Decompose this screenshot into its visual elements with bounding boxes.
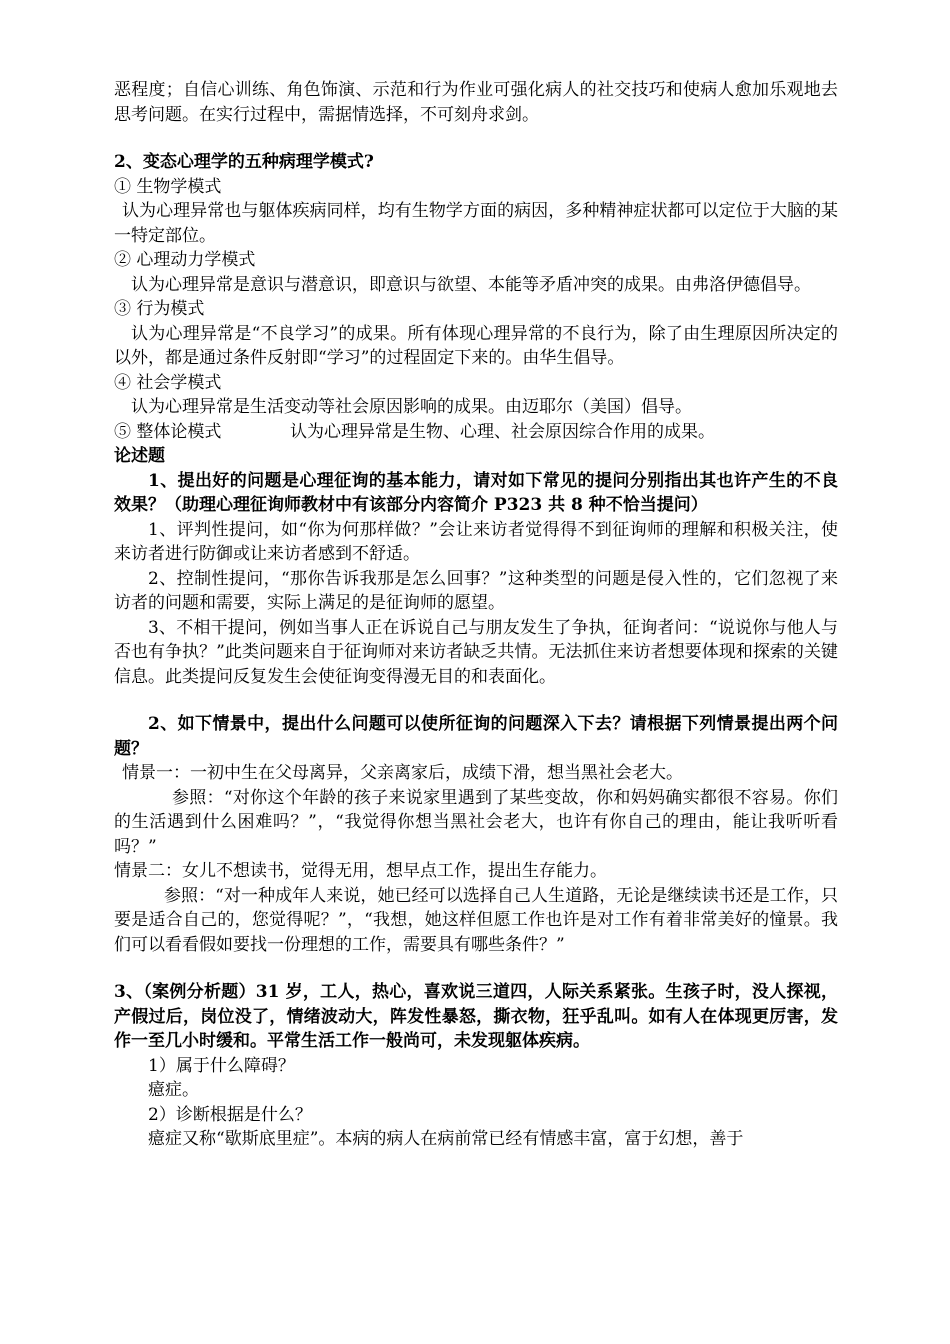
model4-text: 认为心理异常是生活变动等社会原因影响的成果。由迈耶尔（美国）倡导。 bbox=[131, 397, 692, 417]
essay-q3-subquestion-1: 1）属于什么障碍？ bbox=[148, 1055, 295, 1076]
model5-text: 认为心理异常是生物、心理、社会原因综合作用的成果。 bbox=[290, 421, 715, 442]
model3-label: ③ 行为模式 bbox=[114, 299, 205, 319]
essay-q3-subquestion-2: 2）诊断根据是什么？ bbox=[148, 1104, 312, 1125]
essay-q3: 3、（案例分析题）31 岁，工人，热心，喜欢说三道四，人际关系紧张。生孩子时，没人探视，产假过后，岗位没了，情绪波动大，阵发性暴怒，撕衣物，狂乎乱叫。如有人在体现更厉害，发作一至几小时缓和。平常生活工作一般尚可，未发现躯体疾病。 bbox=[114, 982, 838, 1051]
essay-q1-answer-3: 3、不相干提问，例如当事人正在诉说自己与朋友发生了争执，征询者问：“说说你与他人与否也有争执？”此类问题来自于征询师对来访者缺乏共情。无法抓住来访者想要体现和探索的关键信息。此类提问反复发生会使征询变得漫无目的和表面化。 bbox=[114, 617, 838, 687]
model2-text: 认为心理异常是意识与潜意识，即意识与欲望、本能等矛盾冲突的成果。由弗洛伊德倡导。 bbox=[131, 274, 811, 295]
section2-title: 2、变态心理学的五种病理学模式? bbox=[114, 152, 374, 172]
essay-q2-scenario-1-reference: 参照：“对你这个年龄的孩子来说家里遇到了某些变故，你和妈妈确实都很不容易。你们的生活遇到什么困难吗？”，“我觉得你想当黑社会老大，也许有你自己的理由，能让我听听看吗？” bbox=[114, 787, 838, 857]
model5-label: ⑤ 整体论模式 bbox=[114, 421, 222, 442]
model1-label: ① 生物学模式 bbox=[114, 176, 222, 197]
model5-row bbox=[114, 420, 838, 445]
top-paragraph: 恶程度；自信心训练、角色饰演、示范和行为作业可强化病人的社交技巧和使病人愈加乐观地去思考问题。在实行过程中，需据情选择，不可刻舟求剑。 bbox=[114, 80, 838, 125]
essay-q2: 2、如下情景中，提出什么问题可以使所征询的问题深入下去？请根据下列情景提出两个问题？ bbox=[114, 714, 838, 759]
model1-text: 认为心理异常也与躯体疾病同样，均有生物学方面的病因，多种精神症状都可以定位于大脑的某一特定部位。 bbox=[114, 201, 838, 246]
essay-heading: 论述题 bbox=[114, 446, 165, 466]
model3-text: 认为心理异常是“不良学习”的成果。所有体现心理异常的不良行为，除了由生理原因所决定的以外，都是通过条件反射即“学习”的过程固定下来的。由华生倡导。 bbox=[114, 323, 838, 368]
document-body bbox=[114, 78, 838, 1152]
essay-q1: 1、提出好的问题是心理征询的基本能力，请对如下常见的提问分别指出其也许产生的不良效果？（助理心理征询师教材中有该部分内容简介 P323 共 8 种不恰当提问） bbox=[114, 470, 838, 515]
essay-q2-scenario-2-reference: 参照：“对一种成年人来说，她已经可以选择自己人生道路，无论是继续读书还是工作，只要是适合自己的，您觉得呢？”，“我想，她这样但愿工作也许是对工作有着非常美好的憧景。我们可以看看假如要找一份理想的工作，需要具有哪些条件？” bbox=[114, 885, 838, 955]
spacer bbox=[114, 127, 838, 150]
essay-q3-answer-2: 癔症又称“歇斯底里症”。本病的病人在病前常已经有情感丰富，富于幻想，善于 bbox=[148, 1129, 744, 1149]
model4-label: ④ 社会学模式 bbox=[114, 372, 222, 393]
spacer bbox=[114, 957, 838, 980]
model2-label: ② 心理动力学模式 bbox=[114, 250, 256, 270]
essay-q2-scenario-2: 情景二：女儿不想读书，觉得无用，想早点工作，提出生存能力。 bbox=[114, 861, 607, 881]
spacer bbox=[114, 689, 838, 712]
essay-q2-scenario-1: 情景一：一初中生在父母离异，父亲离家后，成绩下滑，想当黑社会老大。 bbox=[122, 763, 683, 783]
essay-q1-answer-2: 2、控制性提问，“那你告诉我那是怎么回事？”这种类型的问题是侵入性的，它们忽视了来访者的问题和需要，实际上满足的是征询师的愿望。 bbox=[114, 568, 838, 613]
essay-q3-answer-1: 癔症。 bbox=[148, 1080, 199, 1100]
essay-q1-answer-1: 1、评判性提问，如“你为何那样做？”会让来访者觉得得不到征询师的理解和积极关注，使来访者进行防御或让来访者感到不舒适。 bbox=[114, 519, 838, 564]
